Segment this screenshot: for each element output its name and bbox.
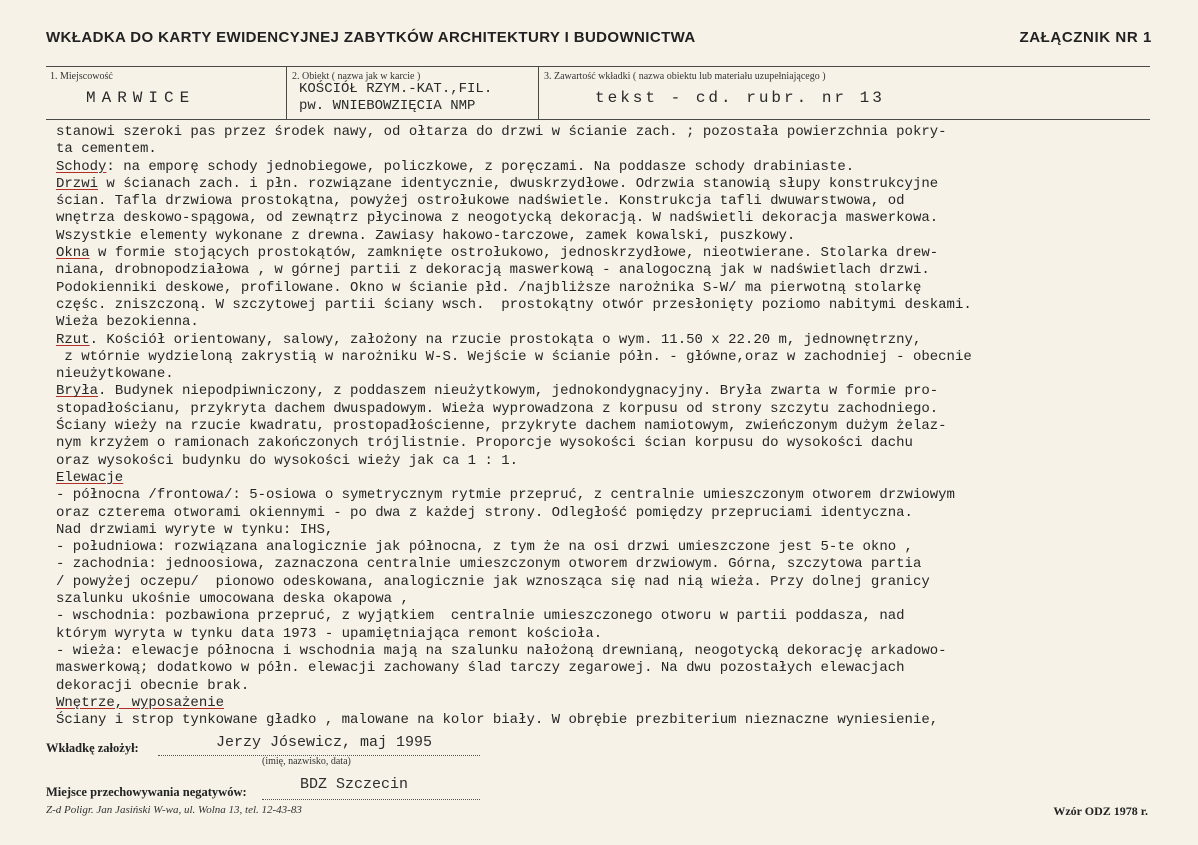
text-line <box>56 383 1156 400</box>
content-field <box>538 67 1151 119</box>
description-text <box>56 124 1156 729</box>
text-line <box>56 245 1156 262</box>
line-text: Podokienniki deskowe, profilowane. Okno w ścianie płd. /najbliższe narożnika S-W/ ma pierwotną stolarkę <box>56 279 922 296</box>
text-line <box>56 193 1156 210</box>
line-text: . Budynek niepodpiwniczony, z poddaszem nieużytkowym, jednokondygnacyjny. Bryła zwarta w formie pro- <box>98 383 939 400</box>
form-code: Wzór ODZ 1978 r. <box>1053 804 1148 818</box>
line-text: : na emporę schody jednobiegowe, policzkowe, z poręczami. Na poddasze schody drabiniaste. <box>106 158 855 175</box>
section-heading: Wnętrze, wyposażenie <box>56 694 225 711</box>
text-line <box>56 470 1156 487</box>
line-text: . Kościół orientowany, salowy, założony na rzucie prostokąta o wym. 11.50 x 22.20 m, jednownętrzny, <box>89 331 922 348</box>
text-line <box>56 262 1156 279</box>
text-line <box>56 695 1156 712</box>
text-line <box>56 556 1156 573</box>
line-text: Ściany wieży na rzucie kwadratu, prostopadłościenne, przykryte dachem namiotowym, zwieńczonym dużym żelaz- <box>56 418 947 435</box>
text-line <box>56 435 1156 452</box>
line-text: częśc. zniszczoną. W szczytowej partii ściany wsch. prostokątny otwór przesłonięty poziomo nabitymi deskami. <box>56 296 972 313</box>
appendix-number: ZAŁĄCZNIK NR 1 <box>1019 29 1152 46</box>
text-line <box>56 453 1156 470</box>
line-text: Wieża bezokienna. <box>56 314 199 331</box>
object-value-line2: pw. WNIEBOWZIĘCIA NMP <box>299 98 476 114</box>
line-text: - zachodnia: jednoosiowa, zaznaczona centralnie umieszczonym otworem drzwiowym. Górna, szczytowa partia <box>56 556 922 573</box>
locality-value: MARWICE <box>86 89 196 107</box>
text-line <box>56 159 1156 176</box>
text-line <box>56 210 1156 227</box>
line-text: stanowi szeroki pas przez środek nawy, od ołtarza do drzwi w ścianie zach. ; pozostała powierzchnia pokry- <box>56 124 947 140</box>
text-line <box>56 539 1156 556</box>
text-line <box>56 228 1156 245</box>
text-line <box>56 660 1156 677</box>
text-line <box>56 608 1156 625</box>
section-heading: Elewacje <box>56 469 124 486</box>
section-heading: Rzut <box>56 331 90 348</box>
object-label: 2. Obiekt ( nazwa jak w karcie ) <box>292 71 421 82</box>
line-text: z wtórnie wydzieloną zakrystią w narożniku W-S. Wejście w ścianie półn. - główne,oraz w zachodniej - obecnie <box>56 348 972 365</box>
line-text: maswerkową; dodatkowo w półn. elewacji zachowany ślad tarczy zegarowej. Na dwu pozostałych elewacjach <box>56 660 905 677</box>
text-line <box>56 678 1156 695</box>
line-text: / powyżej oczepu/ pionowo odeskowana, analogicznie jak wznosząca się nad nią wieża. Przy dolnej granicy <box>56 573 930 590</box>
header-fields <box>46 66 1150 120</box>
negatives-label: Miejsce przechowywania negatywów: <box>46 785 247 799</box>
line-text: ścian. Tafla drzwiowa prostokątna, powyżej ostrołukowe nadświetle. Konstrukcja tafli dwuwarstwowa, od <box>56 193 905 210</box>
line-text: - wieża: elewacje północna i wschodnia mają na szalunku nałożoną drewnianą, neogotycką dekorację arkadowo- <box>56 642 947 659</box>
text-line <box>56 124 1156 141</box>
sheet-header <box>46 29 1152 51</box>
text-line <box>56 332 1156 349</box>
text-line <box>56 176 1156 193</box>
object-value <box>299 81 492 115</box>
text-line <box>56 487 1156 504</box>
line-text: szalunku ukośnie umocowana deska okapowa , <box>56 591 409 608</box>
negatives-value: BDZ Szczecin <box>300 776 409 793</box>
line-text: oraz wysokości budynku do wysokości wieży jak ca 1 : 1. <box>56 452 519 469</box>
text-line <box>56 418 1156 435</box>
section-heading: Bryła <box>56 383 99 400</box>
line-text: którym wyryta w tynku data 1973 - upamiętniająca remont kościoła. <box>56 625 603 642</box>
section-heading: Schody <box>56 158 107 175</box>
line-text: dekoracji obecnie brak. <box>56 677 250 694</box>
content-label: 3. Zawartość wkładki ( nazwa obiektu lub materiału uzupełniającego ) <box>544 71 826 82</box>
text-line <box>56 280 1156 297</box>
prepared-by-value: Jerzy Jósewicz, maj 1995 <box>216 734 433 751</box>
text-line <box>56 643 1156 660</box>
locality-label: 1. Miejscowość <box>50 71 113 82</box>
object-value-line1: KOŚCIÓŁ RZYM.-KAT.,FIL. <box>299 81 493 97</box>
line-text: - południowa: rozwiązana analogicznie jak północna, z tym że na osi drzwi umieszczone jest 5-te okno , <box>56 539 913 556</box>
text-line <box>56 522 1156 539</box>
line-text: w formie stojących prostokątów, zamknięte ostrołukowo, jednoskrzydłowe, nieotwierane. Stolarka drew- <box>89 245 939 262</box>
line-text: Nad drzwiami wyryte w tynku: IHS, <box>56 521 334 538</box>
line-text: w ścianach zach. i płn. rozwiązane identycznie, dwuskrzydłowe. Odrzwia stanowią słupy konstrukcyjne <box>98 175 939 192</box>
line-text: nym krzyżem o ramionach zakończonych trójlistnie. Proporcje wysokości ścian korpusu do wysokości dachu <box>56 435 913 452</box>
line-text: wnętrza deskowo-spągowa, od zewnątrz płycinowa z neogotycką dekoracją. W nadświetli dekoracja maswerkowa. <box>56 210 939 227</box>
line-text: - wschodnia: pozbawiona przepruć, z wyjątkiem centralnie umieszczonego otworu w partii poddasza, nad <box>56 608 905 625</box>
text-line <box>56 591 1156 608</box>
section-heading: Drzwi <box>56 175 99 192</box>
line-text: Wszystkie elementy wykonane z drewna. Zawiasy hakowo-tarczowe, zamek kowalski, puszkowy. <box>56 227 796 244</box>
content-value: tekst - cd. rubr. nr 13 <box>595 89 885 107</box>
text-line <box>56 141 1156 158</box>
locality-field <box>46 67 286 119</box>
line-text: niana, drobnopodziałowa , w górnej partii z dekoracją maswerkową - analogoczną jak w nadświetlach drzwi. <box>56 262 930 279</box>
line-text: nieużytkowane. <box>56 366 174 383</box>
text-line <box>56 297 1156 314</box>
line-text: stopadłościanu, przykryta dachem dwuspadowym. Wieża wyprowadzona z korpusu od strony szczytu zachodniego. <box>56 400 939 417</box>
text-line <box>56 366 1156 383</box>
text-line <box>56 505 1156 522</box>
line-text: Ściany i strop tynkowane gładko , malowane na kolor biały. W obrębie prezbiterium nieznaczne wyniesienie, <box>56 712 939 729</box>
negatives-line <box>262 799 480 800</box>
prepared-by-label: Wkładkę założył: <box>46 741 139 755</box>
sheet-title: WKŁADKA DO KARTY EWIDENCYJNEJ ZABYTKÓW ARCHITEKTURY I BUDOWNICTWA <box>46 29 696 46</box>
text-line <box>56 626 1156 643</box>
object-field <box>286 67 539 119</box>
prepared-by-caption: (imię, nazwisko, data) <box>262 756 351 767</box>
text-line <box>56 314 1156 331</box>
line-text: - północna /frontowa/: 5-osiowa o symetrycznym rytmie przepruć, z centralnie umieszczonym otworem drzwiowym <box>56 487 955 504</box>
text-line <box>56 349 1156 366</box>
printer-imprint: Z-d Poligr. Jan Jasiński W-wa, ul. Wolna 13, tel. 12-43-83 <box>46 804 302 816</box>
line-text: ta cementem. <box>56 141 157 158</box>
text-line <box>56 574 1156 591</box>
text-line <box>56 401 1156 418</box>
section-heading: Okna <box>56 245 90 262</box>
text-line <box>56 712 1156 729</box>
line-text: oraz czterema otworami okiennymi - po dwa z każdej strony. Odległość pomiędzy przepruciami identyczna. <box>56 504 913 521</box>
